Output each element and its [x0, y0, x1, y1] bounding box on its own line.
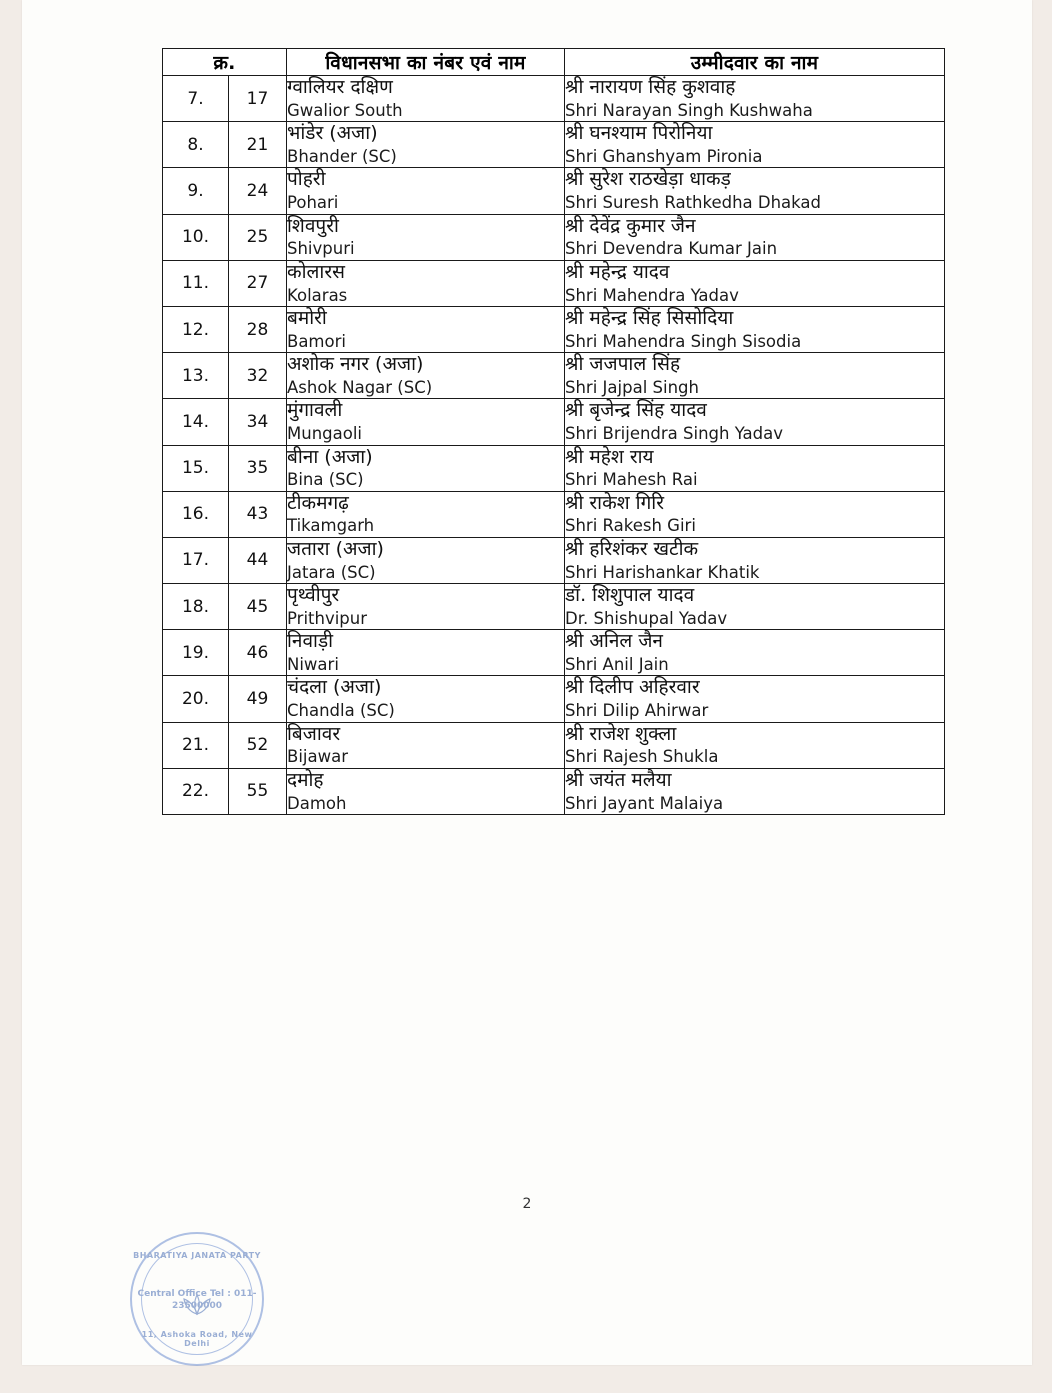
cell-serial: 9.: [163, 168, 229, 214]
cell-ac-number: 17: [229, 76, 287, 122]
constituency-name-english: Bamori: [287, 331, 346, 351]
candidate-name-hindi: श्री महेश राय: [565, 445, 654, 468]
cell-ac-number: 44: [229, 537, 287, 583]
cell-serial: 10.: [163, 214, 229, 260]
cell-serial: 19.: [163, 630, 229, 676]
cell-constituency: [287, 584, 565, 630]
constituency-name-english: Damoh: [287, 793, 347, 813]
candidate-name-english: Shri Mahendra Yadav: [565, 285, 739, 305]
cell-constituency: [287, 768, 565, 814]
stamp-center-text: Central Office Tel : 011-23500000: [137, 1289, 257, 1312]
constituency-name-english: Tikamgarh: [287, 516, 375, 536]
constituency-name-hindi: कोलारस: [287, 260, 345, 283]
candidate-name-hindi: श्री जजपाल सिंह: [565, 353, 681, 376]
candidate-name-hindi: श्री दिलीप अहिरवार: [565, 676, 700, 699]
candidate-table: [162, 48, 945, 815]
table-row: [163, 399, 945, 445]
cell-ac-number: 49: [229, 676, 287, 722]
constituency-name-english: Chandla (SC): [287, 701, 395, 721]
candidate-name-english: Shri Rakesh Giri: [565, 516, 696, 536]
candidate-name-english: Dr. Shishupal Yadav: [565, 608, 728, 628]
candidate-name-hindi: श्री राजेश शुक्ला: [565, 722, 677, 745]
cell-candidate: [565, 676, 945, 722]
cell-constituency: [287, 306, 565, 352]
cell-serial: 15.: [163, 445, 229, 491]
cell-candidate: [565, 768, 945, 814]
table-row: [163, 260, 945, 306]
cell-candidate: [565, 491, 945, 537]
table-row: [163, 306, 945, 352]
candidate-name-english: Shri Devendra Kumar Jain: [565, 239, 778, 259]
cell-ac-number: 35: [229, 445, 287, 491]
cell-serial: 16.: [163, 491, 229, 537]
candidate-name-english: Shri Ghanshyam Pironia: [565, 146, 763, 166]
constituency-name-english: Mungaoli: [287, 424, 362, 444]
constituency-name-english: Bina (SC): [287, 470, 364, 490]
cell-candidate: [565, 260, 945, 306]
candidate-name-english: Shri Jajpal Singh: [565, 377, 699, 397]
constituency-name-hindi: बमोरी: [287, 306, 327, 329]
candidate-name-english: Shri Jayant Malaiya: [565, 793, 724, 813]
constituency-name-english: Jatara (SC): [287, 562, 376, 582]
cell-ac-number: 55: [229, 768, 287, 814]
candidate-name-hindi: श्री महेन्द्र सिंह सिसोदिया: [565, 306, 734, 329]
candidate-name-hindi: श्री जयंत मलैया: [565, 768, 672, 791]
cell-ac-number: 46: [229, 630, 287, 676]
cell-candidate: [565, 399, 945, 445]
cell-serial: 7.: [163, 76, 229, 122]
constituency-name-english: Gwalior South: [287, 100, 403, 120]
cell-candidate: [565, 353, 945, 399]
candidate-name-hindi: श्री महेन्द्र यादव: [565, 260, 670, 283]
cell-constituency: [287, 537, 565, 583]
column-header-candidate: उम्मीदवार का नाम: [565, 49, 945, 76]
column-header-constituency: विधानसभा का नंबर एवं नाम: [287, 49, 565, 76]
constituency-name-english: Shivpuri: [287, 239, 355, 259]
page-number: 2: [522, 1196, 532, 1212]
cell-serial: 17.: [163, 537, 229, 583]
cell-candidate: [565, 306, 945, 352]
cell-candidate: [565, 584, 945, 630]
cell-serial: 21.: [163, 722, 229, 768]
cell-constituency: [287, 630, 565, 676]
table-header-row: [163, 49, 945, 76]
cell-candidate: [565, 214, 945, 260]
table-row: [163, 122, 945, 168]
constituency-name-hindi: अशोक नगर (अजा): [287, 353, 424, 376]
candidate-name-english: Shri Brijendra Singh Yadav: [565, 424, 783, 444]
candidate-name-hindi: श्री हरिशंकर खटीक: [565, 537, 699, 560]
cell-serial: 18.: [163, 584, 229, 630]
table-row: [163, 584, 945, 630]
constituency-name-hindi: जतारा (अजा): [287, 537, 384, 560]
cell-candidate: [565, 630, 945, 676]
cell-serial: 12.: [163, 306, 229, 352]
stamp-bottom-text: 11, Ashoka Road, New Delhi: [141, 1330, 253, 1348]
table-row: [163, 214, 945, 260]
constituency-name-hindi: बीना (अजा): [287, 445, 373, 468]
cell-constituency: [287, 722, 565, 768]
cell-ac-number: 24: [229, 168, 287, 214]
candidate-list-sheet: [162, 48, 944, 815]
candidate-name-hindi: श्री घनश्याम पिरोनिया: [565, 122, 713, 145]
candidate-name-hindi: श्री अनिल जैन: [565, 630, 663, 653]
table-row: [163, 76, 945, 122]
constituency-name-english: Pohari: [287, 193, 339, 213]
constituency-name-hindi: बिजावर: [287, 722, 341, 745]
constituency-name-hindi: चंदला (अजा): [287, 676, 382, 699]
cell-constituency: [287, 122, 565, 168]
cell-ac-number: 45: [229, 584, 287, 630]
cell-serial: 22.: [163, 768, 229, 814]
constituency-name-hindi: पृथ्वीपुर: [287, 584, 340, 607]
cell-ac-number: 34: [229, 399, 287, 445]
cell-serial: 8.: [163, 122, 229, 168]
cell-constituency: [287, 399, 565, 445]
candidate-name-english: Shri Narayan Singh Kushwaha: [565, 100, 813, 120]
cell-constituency: [287, 676, 565, 722]
table-row: [163, 630, 945, 676]
candidate-name-english: Shri Anil Jain: [565, 655, 669, 674]
cell-ac-number: 25: [229, 214, 287, 260]
cell-ac-number: 21: [229, 122, 287, 168]
candidate-name-hindi: श्री राकेश गिरि: [565, 491, 664, 514]
cell-ac-number: 28: [229, 306, 287, 352]
constituency-name-hindi: शिवपुरी: [287, 214, 339, 237]
constituency-name-hindi: दमोह: [287, 768, 324, 791]
table-row: [163, 537, 945, 583]
cell-constituency: [287, 168, 565, 214]
candidate-name-hindi: श्री सुरेश राठखेड़ा धाकड़: [565, 168, 731, 191]
cell-constituency: [287, 445, 565, 491]
constituency-name-hindi: टीकमगढ़: [287, 491, 349, 514]
table-row: [163, 676, 945, 722]
constituency-name-english: Prithvipur: [287, 608, 368, 628]
cell-candidate: [565, 537, 945, 583]
candidate-name-english: Shri Mahendra Singh Sisodia: [565, 331, 802, 351]
column-header-serial: क्र.: [163, 49, 287, 76]
table-row: [163, 722, 945, 768]
cell-ac-number: 27: [229, 260, 287, 306]
cell-ac-number: 43: [229, 491, 287, 537]
cell-candidate: [565, 445, 945, 491]
cell-serial: 14.: [163, 399, 229, 445]
cell-serial: 11.: [163, 260, 229, 306]
constituency-name-hindi: निवाड़ी: [287, 630, 334, 653]
candidate-name-english: Shri Mahesh Rai: [565, 470, 698, 490]
cell-constituency: [287, 353, 565, 399]
table-row: [163, 768, 945, 814]
cell-constituency: [287, 76, 565, 122]
candidate-name-english: Shri Harishankar Khatik: [565, 562, 760, 582]
candidate-name-english: Shri Dilip Ahirwar: [565, 701, 709, 721]
constituency-name-english: Bhander (SC): [287, 146, 397, 166]
party-seal-stamp: [130, 1232, 264, 1366]
table-row: [163, 168, 945, 214]
cell-ac-number: 52: [229, 722, 287, 768]
cell-candidate: [565, 122, 945, 168]
stamp-top-text: BHARATIYA JANATA PARTY: [133, 1251, 261, 1260]
candidate-name-hindi: श्री नारायण सिंह कुशवाह: [565, 76, 736, 98]
cell-constituency: [287, 260, 565, 306]
constituency-name-hindi: ग्वालियर दक्षिण: [287, 76, 393, 98]
constituency-name-hindi: भांडेर (अजा): [287, 122, 378, 145]
table-row: [163, 353, 945, 399]
cell-candidate: [565, 76, 945, 122]
constituency-name-hindi: पोहरी: [287, 168, 326, 191]
table-row: [163, 445, 945, 491]
cell-constituency: [287, 214, 565, 260]
cell-constituency: [287, 491, 565, 537]
cell-serial: 13.: [163, 353, 229, 399]
candidate-name-english: Shri Suresh Rathkedha Dhakad: [565, 193, 822, 213]
cell-candidate: [565, 168, 945, 214]
candidate-name-hindi: श्री देवेंद्र कुमार जैन: [565, 214, 696, 237]
table-row: [163, 491, 945, 537]
constituency-name-english: Kolaras: [287, 285, 348, 305]
constituency-name-hindi: मुंगावली: [287, 399, 343, 422]
constituency-name-english: Niwari: [287, 655, 339, 674]
constituency-name-english: Bijawar: [287, 747, 348, 767]
cell-ac-number: 32: [229, 353, 287, 399]
cell-serial: 20.: [163, 676, 229, 722]
constituency-name-english: Ashok Nagar (SC): [287, 377, 433, 397]
candidate-name-hindi: डॉ. शिशुपाल यादव: [565, 584, 695, 607]
cell-candidate: [565, 722, 945, 768]
candidate-name-english: Shri Rajesh Shukla: [565, 747, 719, 767]
candidate-name-hindi: श्री बृजेन्द्र सिंह यादव: [565, 399, 707, 422]
table-body: [163, 76, 945, 815]
document-page: [22, 0, 1032, 1365]
